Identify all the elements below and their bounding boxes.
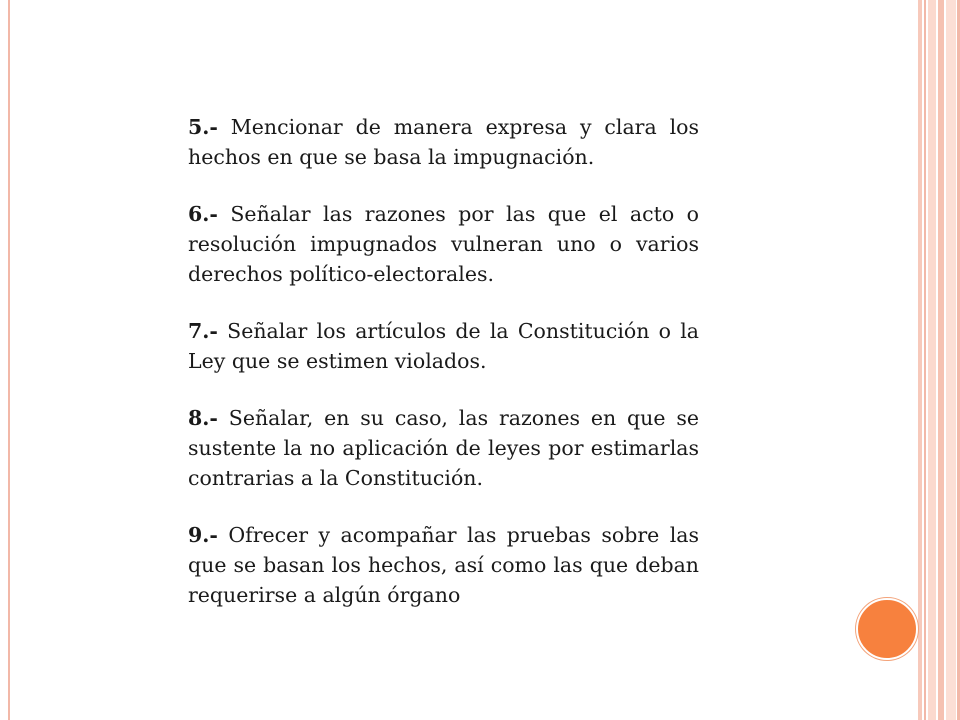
left-border-line: [8, 0, 10, 720]
item-number: 8.-: [188, 406, 218, 430]
item-number: 6.-: [188, 202, 218, 226]
item-text: Señalar los artículos de la Constitución o la Ley que se estimen violados.: [188, 319, 699, 373]
list-item: [188, 112, 699, 172]
right-stripe: [918, 0, 922, 720]
list-item: [188, 520, 699, 610]
list-item: [188, 316, 699, 376]
item-text: Señalar, en su caso, las razones en que se sustente la no aplicación de leyes por estimarlas contrarias a la Constitución.: [188, 406, 699, 490]
item-text: Ofrecer y acompañar las pruebas sobre las que se basan los hechos, así como las que deban requerirse a algún órgano: [188, 523, 699, 607]
item-number: 9.-: [188, 523, 218, 547]
slide-body: [188, 112, 699, 637]
right-stripe: [924, 0, 926, 720]
right-stripe: [938, 0, 944, 720]
item-text: Mencionar de manera expresa y clara los hechos en que se basa la impugnación.: [188, 115, 699, 169]
item-number: 5.-: [188, 115, 218, 139]
item-number: 7.-: [188, 319, 218, 343]
right-stripe: [946, 0, 956, 720]
right-stripe: [928, 0, 936, 720]
item-text: Señalar las razones por las que el acto o resolución impugnados vulneran uno o varios derechos político-electorales.: [188, 202, 699, 286]
list-item: [188, 199, 699, 289]
list-item: [188, 403, 699, 493]
decorative-circle: [856, 598, 918, 660]
